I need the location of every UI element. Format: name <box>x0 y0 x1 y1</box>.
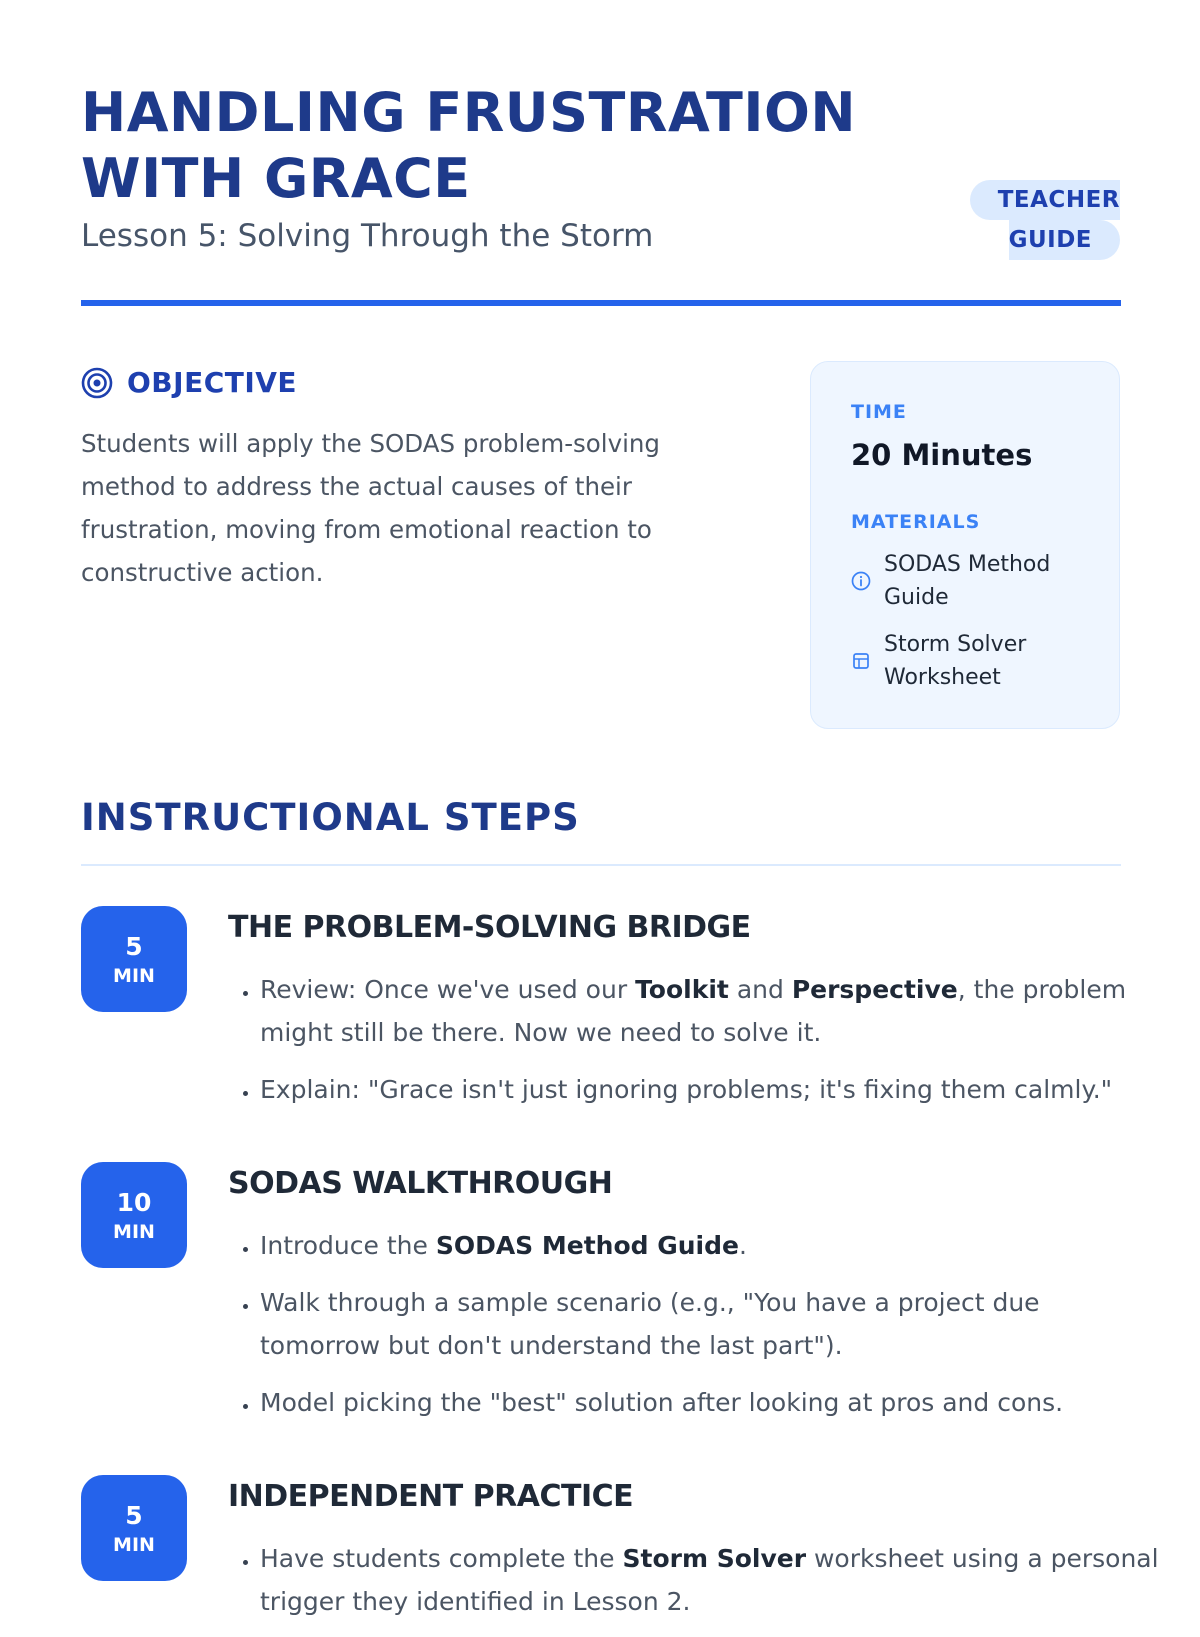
step-bullet <box>260 1281 1160 1367</box>
step-title: INDEPENDENT PRACTICE <box>228 1479 634 1514</box>
bullet-text: Walk through a sample scenario (e.g., "You have a project due tomorrow but don't understand the last part"). <box>260 1288 1040 1360</box>
bullet-text: Review: Once we've used our <box>260 975 636 1004</box>
material-label: Storm Solver Worksheet <box>884 632 1027 690</box>
bullet-text: Introduce the <box>260 1231 436 1260</box>
bullet-text: . <box>738 1231 747 1260</box>
teacher-guide-badge <box>960 180 1120 260</box>
step-bullet <box>260 1381 1160 1424</box>
minutes-unit: MIN <box>113 1221 155 1243</box>
bullet-text: Explain: "Grace isn't just ignoring problems; it's fixing them calmly." <box>260 1075 1113 1104</box>
time-value: 20 Minutes <box>851 438 1033 472</box>
objective-label: OBJECTIVE <box>127 366 298 399</box>
bullet-text: worksheet using a personal trigger they identified in Lesson 2. <box>260 1544 1159 1616</box>
bullet-emphasis: Toolkit <box>635 975 729 1004</box>
badge-line-1: TEACHER <box>970 180 1120 220</box>
step-bullets <box>228 968 1160 1125</box>
steps-section-title: INSTRUCTIONAL STEPS <box>81 796 580 839</box>
minutes-value: 5 <box>125 1501 143 1530</box>
bullet-text: Model picking the "best" solution after looking at pros and cons. <box>260 1388 1064 1417</box>
objective-heading <box>81 366 297 399</box>
material-item <box>851 628 1079 694</box>
minutes-value: 5 <box>125 932 143 961</box>
page-title-line-1: HANDLING FRUSTRATION <box>81 81 857 144</box>
step-bullet <box>260 1537 1160 1623</box>
time-label: TIME <box>851 401 907 423</box>
target-icon <box>81 367 113 399</box>
materials-label: MATERIALS <box>851 511 981 533</box>
material-item <box>851 548 1079 614</box>
material-label: SODAS Method Guide <box>884 552 1051 610</box>
header-divider <box>81 300 1121 306</box>
minutes-badge <box>81 906 187 1012</box>
step-bullets <box>228 1537 1160 1637</box>
bullet-text: and <box>728 975 792 1004</box>
bullet-text: Have students complete the <box>260 1544 623 1573</box>
minutes-unit: MIN <box>113 965 155 987</box>
minutes-badge <box>81 1162 187 1268</box>
step-bullets <box>228 1224 1160 1438</box>
minutes-unit: MIN <box>113 1534 155 1556</box>
lesson-subtitle: Lesson 5: Solving Through the Storm <box>81 218 654 254</box>
info-circle-icon <box>851 571 871 591</box>
minutes-badge <box>81 1475 187 1581</box>
bullet-text: , the problem might still be there. Now we need to solve it. <box>260 975 1127 1047</box>
step-bullet <box>260 1224 1160 1267</box>
info-card <box>810 361 1120 729</box>
minutes-value: 10 <box>116 1188 152 1217</box>
step-bullet <box>260 1068 1160 1111</box>
steps-divider <box>81 864 1121 866</box>
step-title: THE PROBLEM-SOLVING BRIDGE <box>228 910 751 945</box>
badge-line-2: GUIDE <box>1009 220 1120 260</box>
objective-text: Students will apply the SODAS problem-solving method to address the actual causes of their frustration, moving from emotional reaction to constructive action. <box>81 429 660 587</box>
step-bullet <box>260 968 1160 1054</box>
worksheet-icon <box>851 651 871 671</box>
bullet-emphasis: Perspective <box>791 975 958 1004</box>
page-title-line-2: WITH GRACE <box>81 147 471 210</box>
bullet-emphasis: Storm Solver <box>622 1544 807 1573</box>
bullet-emphasis: SODAS Method Guide <box>435 1231 739 1260</box>
step-title: SODAS WALKTHROUGH <box>228 1166 613 1201</box>
